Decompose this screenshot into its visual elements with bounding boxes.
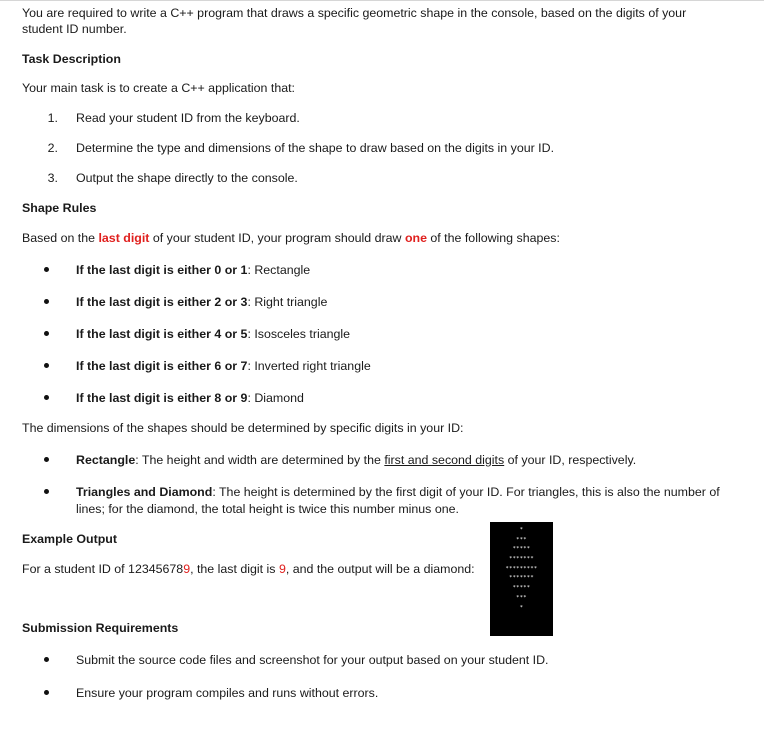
highlight-last-digit: last digit (98, 231, 150, 245)
console-row: ******* (509, 556, 534, 563)
intro-line-1: You are required to write a C++ program that draws a specific geometric shape in the console, based on the digits of your (22, 6, 687, 20)
console-row: ********* (505, 565, 538, 572)
console-row: * (519, 604, 524, 611)
task-heading: Task Description (22, 52, 121, 66)
bullet-icon (44, 489, 49, 494)
page-top-border (0, 0, 764, 1)
bullet-icon (44, 457, 49, 462)
submission-item: Submit the source code files and screenshot for your output based on your student ID. (76, 653, 549, 667)
dimension-triangles-cont: lines; for the diamond, the total height is twice this number minus one. (76, 502, 459, 516)
submission-heading: Submission Requirements (22, 621, 179, 635)
step-text: Output the shape directly to the console. (76, 171, 298, 185)
step-text: Read your student ID from the keyboard. (76, 111, 300, 125)
dimensions-lead: The dimensions of the shapes should be determined by specific digits in your ID: (22, 421, 464, 435)
rule-item: If the last digit is either 0 or 1: Rectangle (76, 263, 311, 277)
highlight-one: one (404, 231, 427, 245)
console-row: *** (516, 536, 527, 543)
rule-item: If the last digit is either 4 or 5: Isosceles triangle (76, 327, 351, 341)
console-row: ***** (512, 585, 531, 592)
bullet-icon (44, 657, 49, 662)
underlined-first-second-digits: first and second digits (384, 453, 505, 467)
example-heading: Example Output (22, 532, 118, 546)
bullet-icon (44, 363, 49, 368)
step-number: 2. (47, 141, 58, 155)
console-row: *** (516, 594, 527, 601)
rule-item: If the last digit is either 2 or 3: Right triangle (76, 295, 328, 309)
example-text: For a student ID of 123456789, the last digit is 9, and the output will be a diamond: (22, 562, 475, 576)
console-row: ******* (509, 575, 534, 582)
dimension-rectangle: Rectangle: The height and width are determined by the first and second digits of your ID, respectively. (76, 453, 637, 467)
bullet-icon (44, 267, 49, 272)
step-number: 1. (47, 111, 58, 125)
rules-heading: Shape Rules (22, 201, 97, 215)
console-row: * (519, 527, 524, 533)
bullet-icon (44, 299, 49, 304)
bullet-icon (44, 395, 49, 400)
dimension-triangles: Triangles and Diamond: The height is determined by the first digit of your ID. For triangles, this is also the number of (76, 485, 720, 499)
console-output-screenshot (490, 522, 553, 636)
submission-item: Ensure your program compiles and runs without errors. (76, 686, 379, 700)
task-lead: Your main task is to create a C++ application that: (22, 81, 295, 95)
rule-item: If the last digit is either 6 or 7: Inverted right triangle (76, 359, 371, 373)
rules-lead: Based on the last digit of your student ID, your program should draw one of the following shapes: (22, 231, 560, 245)
step-number: 3. (47, 171, 58, 185)
bullet-icon (44, 690, 49, 695)
rule-item: If the last digit is either 8 or 9: Diamond (76, 391, 304, 405)
bullet-icon (44, 331, 49, 336)
intro-line-2: student ID number. (22, 22, 127, 36)
step-text: Determine the type and dimensions of the shape to draw based on the digits in your ID. (76, 141, 555, 155)
console-row: ***** (512, 546, 531, 553)
